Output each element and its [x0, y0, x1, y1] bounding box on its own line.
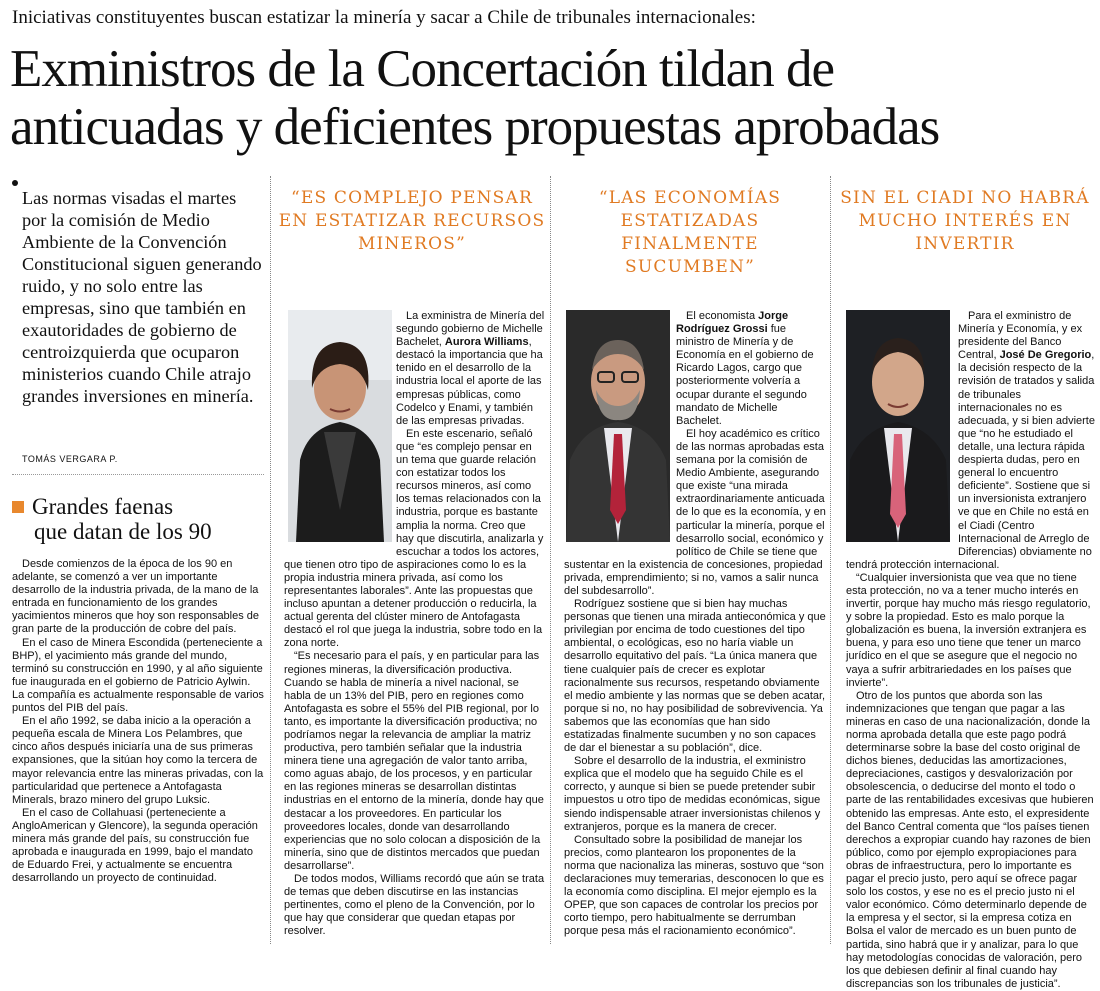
section-title-line-2: que datan de los 90 — [34, 519, 212, 544]
article-de-gregorio — [846, 310, 1096, 990]
intro-text: El economista — [686, 310, 759, 322]
section-paragraph: En el caso de Collahuasi (perteneciente a AngloAmerican y Glencore), la segunda operación minera más grande del país, su construcción fue aprobada e inaugurada en 1999, bajo el mandato de Eduardo Frei, y actualmente se encuentra desarrollando un proyecto de continuidad. — [12, 806, 258, 885]
person-name: Aurora Williams — [444, 336, 529, 349]
intro-text: Para el exministro de Minería y Economía, y ex presidente del Banco Central, — [958, 310, 1083, 362]
divider — [12, 474, 264, 475]
column-divider — [830, 176, 831, 944]
person-name: Jorge Rodríguez Grossi — [676, 310, 789, 336]
intro-text: fue ministro de Minería y de Economía en el gobierno de Ricardo Lagos, cargo que posteriormente volvería a ocupar durante el segundo mandato de Michelle Bachelet. — [676, 323, 814, 427]
section-body — [12, 558, 264, 885]
kicker: Iniciativas constituyentes buscan estatizar la minería y sacar a Chile de tribunales internacionales: — [12, 7, 756, 28]
bullet-dot — [12, 180, 18, 186]
headline — [10, 40, 1095, 156]
section-paragraph: En el caso de Minera Escondida (perteneciente a BHP), el yacimiento más grande del mundo, terminó su construcción en 1990, y al año siguiente fue inaugurada en el gobierno de Patricio Aylwin. La compañía es actualmente responsable de varios puntos del PIB del país. — [12, 636, 264, 715]
article-paragraph: “Es necesario para el país, y en particular para las regiones mineras, la diversificación productiva. Cuando se habla de minería a nivel nacional, se habla de un 13% del PIB, pero en regiones como Antofagasta es sobre el 55% del PIB regional, por lo tanto, es importante la diversificación productiva; no podríamos negar la relevancia de ampliar la matriz productiva, pero también señalar que la industria minera tiene una agregación de valor tanto arriba, como aguas abajo, de los procesos, y en particular en las regiones mineras se desarrollan distintas industrias en el entorno de la minería, donde hay que destacar a los proveedores. En particular los proveedores locales, donde van desarrollando experiencias que no solo colocan a disposición de la minería, sino que de distintos mercados que puedan desarrollarse”. — [284, 650, 544, 872]
article-paragraph: Otro de los puntos que aborda son las indemnizaciones que tengan que pagar a las mineras en caso de una nacionalización, donde la norma aprobada detalla que este pago podrá determinarse sobre la base del costo original de dichos bienes, deducidas las amortizaciones, depreciaciones, castigos y desvalorización por obsolescencia, o deducirse del monto el todo o parte de las rentabilidades excesivas que hubieren obtenido las empresas. Ante esto, el expresidente del Banco Central comenta que “los países tienen derechos a expropiar cuando hay razones de bien público, como por ejemplo expropiaciones para obras de infraestructura, pero lo importante es pagar el precio justo, pero aquí se ofrece pagar solo los costos, y ese no es el precio justo ni el valor económico. Cómo determinarlo depende de la empresa y el sector, si la empresa cotiza en Bolsa el valor de mercado es un buen punto de partida, sino habrá que ir y analizar, para lo que hay metodologías conocidas de valoración, pero los que debiesen definir al final cuando hay discrepancias son los tribunales de justicia”. — [846, 689, 1094, 990]
column-divider — [270, 176, 271, 944]
article-paragraph: De todos modos, Williams recordó que aún se trata de temas que deben discutirse en las instancias pertinentes, como el pleno de la Convención, por lo que hay que considerar que quedan etapas por resolver. — [284, 873, 545, 938]
section-title — [12, 494, 262, 544]
article-paragraph: El hoy académico es crítico de las normas aprobadas esta semana por la comisión de Medio Ambiente, asegurando que existe “una mirada extraordinariamente anticuada de lo que es la economía, y en particular la minería, porque el desarrollo social, económico y político de Chile se tiene que sustentar en la existencia de concesiones, propiedad privada, emprendimiento; si no, vamos a salir nunca del subdesarrollo”. — [564, 427, 826, 597]
article-paragraph: Sobre el desarrollo de la industria, el exministro explica que el modelo que ha seguido Chile es el correcto, y aunque si bien se puede pretender subir impuestos u otro tipo de medidas económicas, sigue siendo indispensable atraer inversionistas chilenos y extranjeros, porque es la manera de crecer. — [564, 755, 821, 833]
column-divider — [550, 176, 551, 944]
intro-text: , destacó la importancia que ha tenido en el desarrollo de la industria local el aporte de las empresas públicas, como Codelco y Enami, y también de las empresas privadas. — [396, 336, 543, 427]
section-paragraph: Desde comienzos de la época de los 90 en adelante, se comenzó a ver un importante desarrollo de la industria privada, de la mano de la entrada en funcionamiento de los grandes yacimientos mineros que hoy son responsables de gran parte de la producción de cobre del país. — [12, 558, 260, 636]
section-title-line-1: Grandes faenas — [32, 494, 174, 519]
article-rodriguez — [564, 310, 826, 940]
headline-line-1: Exministros de la Concertación tildan de — [10, 40, 834, 98]
quote-headline-williams: “ES COMPLEJO PENSAR EN ESTATIZAR RECURSOS MINEROS” — [278, 188, 546, 254]
intro-text: La exministra de Minería del segundo gobierno de Michelle Bachelet, — [396, 310, 545, 349]
article-paragraph: Rodríguez sostiene que si bien hay muchas personas que tienen una mirada antieconómica y que privilegian por encima de todo cuestiones del tipo ambiental, o ecológicas, eso no haría viable un desarrollo equitativo del país. “La única manera que tiene cualquier país de crecer es explotar racionalmente sus recursos, respetando obviamente el medio ambiente y las normas que se deben acatar, porque si no, no hay posibilidad de sobrevivencia. Ya sabemos que las economías que han sido estatizadas finalmente sucumben y no son capaces de dar el bienestar a su población”, dice. — [564, 598, 826, 755]
intro-text: , la decisión respecto de la revisión de tratados y salida de tribunales internacionales no es adecuada, y si bien advierte que “no he estudiado el detalle, una lectura rápida despierta dudas, pero en general lo encuentro deficiente”. Sostiene que si un inversionista extranjero ve que en Chile no está en el Ciadi (Centro Internacional de Arreglo de Diferencias) obviamente no tendrá protección internacional. — [846, 349, 1095, 571]
article-paragraph: En este escenario, señaló que “es complejo pensar en un tema que guarde relación con estatizar todos los recursos mineros, así como los temas relacionados con la industria, porque es bastante amplia la norma. Creo que hay que discutirla, analizarla y escuchar a todos los actores, que tienen otro tipo de aspiraciones como lo es la propia industria minera privada, así como los representantes laborales”. Ante las propuestas que incluso apuntan a detener producción o reducirla, la actual gerenta del clúster minero de Antofagasta destacó el rol que juega la industria, sobre todo en la zona norte. — [284, 427, 544, 650]
headline-line-2: anticuadas y deficientes propuestas aprobadas — [10, 98, 940, 156]
article-paragraph: “Cualquier inversionista que vea que no tiene esta protección, no va a tener mucho interés en invertir, porque hay mucho más riesgo regulatorio, y sobre la propiedad. Esto es malo porque la globalización es buena, la inversión extranjera es buena, y para eso uno tiene que tener un marco jurídico en el que se asegure que el negocio no vaya a sufrir arbitrariedades en los países que invierte”. — [846, 571, 1091, 689]
orange-square-icon — [12, 501, 24, 513]
person-name: José De Gregorio — [999, 349, 1092, 362]
lead-paragraph: Las normas visadas el martes por la comisión de Medio Ambiente de la Convención Constitucional siguen generando ruido, y no solo entre las empresas, sino que también en exautoridades de gobierno de centroizquierda que ocuparon ministerios cuando Chile atrajo grandes inversiones en minería. — [22, 188, 262, 406]
article-williams — [284, 310, 546, 940]
quote-headline-de-gregorio: SIN EL CIADI NO HABRÁ MUCHO INTERÉS EN INVERTIR — [840, 188, 1090, 254]
article-paragraph: Consultado sobre la posibilidad de manejar los precios, como plantearon los proponentes de la norma que nacionaliza las mineras, sostuvo que “son declaraciones muy temerarias, desconocen lo que es la economía como disciplina. El mejor ejemplo es la OPEP, que son capaces de controlar los precios por corto tiempo, pero habitualmente se derrumban porque pesa más el racionamiento económico”. — [564, 833, 824, 938]
section-paragraph: En el año 1992, se daba inicio a la operación a pequeña escala de Minera Los Pelambres, que cinco años después iniciaría una de sus primeras expansiones, que la sitúan hoy como la tercera de mayor relevancia entre las mineras privadas, con la particularidad que pertenece a Antofagasta Minerals, brazo minero del grupo Luksic. — [12, 715, 264, 806]
byline: TOMÁS VERGARA P. — [22, 454, 118, 464]
quote-headline-rodriguez: “LAS ECONOMÍAS ESTATIZADAS FINALMENTE SUCUMBEN” — [598, 188, 782, 277]
